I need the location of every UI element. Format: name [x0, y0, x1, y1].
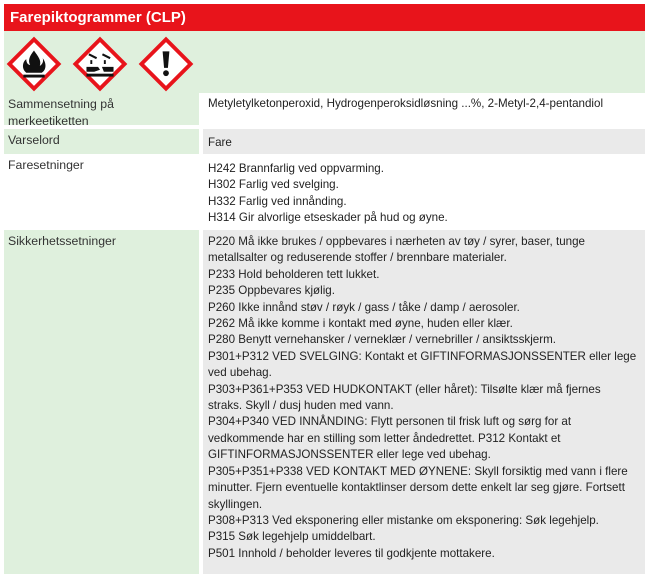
composition-label: Sammensetning på merkeetiketten — [4, 93, 199, 125]
precautionary-statement: GIFTINFORMASJONSSENTER eller lege ved ubehag. — [208, 448, 491, 462]
precautionary-statement: P280 Benytt vernehansker / verneklær / vernebriller / ansiktsskjerm. — [208, 333, 556, 347]
hazard-statements-row — [4, 154, 645, 230]
precautionary-statement: P260 Ikke innånd støv / røyk / gass / tåke / damp / aerosoler. — [208, 300, 520, 314]
precautionary-statement: vedkommende har en stilling som letter åndedrettet. P312 Kontakt et — [208, 431, 561, 445]
precautionary-statement: P304+P340 VED INNÅNDING: Flytt personen til frisk luft og sørg for at — [208, 415, 572, 429]
precautionary-statements-label: Sikkerhetssetninger — [4, 230, 199, 574]
hazard-statement: H332 Farlig ved innånding. — [208, 194, 347, 208]
composition-row — [4, 93, 645, 128]
hazard-statements-label: Faresetninger — [8, 158, 84, 172]
precautionary-statement: P262 Må ikke komme i kontakt med øyne, huden eller klær. — [208, 317, 513, 331]
hazard-statement: H314 Gir alvorlige etseskader på hud og øyne. — [208, 211, 448, 225]
section-header: Farepiktogrammer (CLP) — [4, 4, 645, 31]
precautionary-statement: P301+P312 VED SVELGING: Kontakt et GIFTINFORMASJONSSENTER eller lege — [208, 349, 637, 363]
flame-pictogram-icon — [5, 35, 63, 93]
corrosion-pictogram-icon — [71, 35, 129, 93]
precautionary-statement: P235 Oppbevares kjølig. — [208, 284, 335, 298]
hazard-statement: H302 Farlig ved svelging. — [208, 178, 339, 192]
precautionary-statement: skyllingen. — [208, 497, 263, 511]
hazard-statement: H242 Brannfarlig ved oppvarming. — [208, 162, 384, 175]
signal-word-row — [4, 129, 645, 154]
precautionary-statement: P315 Søk legehjelp umiddelbart. — [208, 530, 376, 544]
precautionary-statement: metallsalter og reduserende stoffer / brennbare materialer. — [208, 251, 507, 265]
signal-word-label: Varselord — [4, 129, 199, 154]
signal-word-value: Fare — [203, 129, 645, 154]
precautionary-statement: P305+P351+P338 VED KONTAKT MED ØYNENE: Skyll forsiktig med vann i flere — [208, 464, 628, 478]
precautionary-statement: P501 Innhold / beholder leveres til godkjente mottakere. — [208, 546, 495, 560]
precautionary-statement: P308+P313 Ved eksponering eller mistanke om eksponering: Søk legehjelp. — [208, 513, 599, 527]
hazard-statements-value — [203, 154, 645, 230]
precautionary-statements-value — [203, 230, 645, 574]
precautionary-statement: P220 Må ikke brukes / oppbevares i nærheten av tøy / syrer, baser, tunge — [208, 235, 585, 248]
precautionary-statement: straks. Skyll / dusj huden med vann. — [208, 399, 394, 413]
precautionary-statement: P303+P361+P353 VED HUDKONTAKT (eller håret): Tilsølte klær må fjernes — [208, 382, 601, 396]
precautionary-statements-row — [4, 230, 645, 574]
precautionary-statement: P233 Hold beholderen tett lukket. — [208, 267, 380, 281]
precautionary-statement: minutter. Fjern eventuelle kontaktlinser dersom dette enkelt lar seg gjøre. Fortsett — [208, 481, 625, 495]
precautionary-statement: ved ubehag. — [208, 366, 272, 380]
exclamation-mark-pictogram-icon — [137, 35, 195, 93]
composition-value: Metyletylketonperoxid, Hydrogenperoksidløsning ...%, 2-Metyl-2,4-pentandiol — [203, 93, 645, 125]
pictogram-row — [4, 31, 645, 93]
